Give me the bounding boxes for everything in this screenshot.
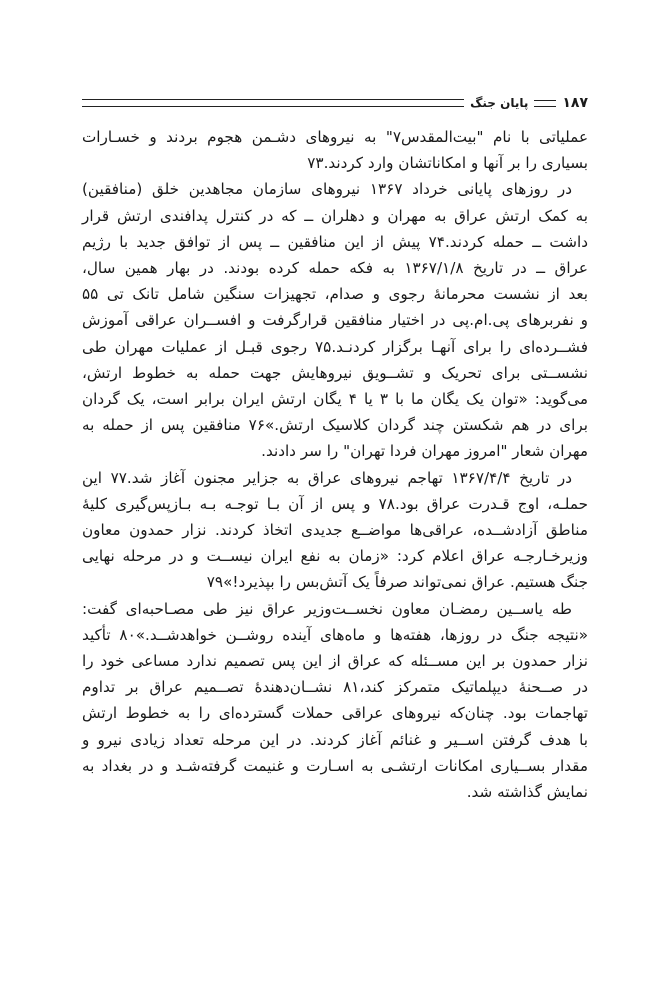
text-line: به کمک ارتش عراق به مهران و دهلران ــ که در کنترل پدافندی ارتش قرار xyxy=(82,206,588,225)
text-line: و نفربرهای پی.ام.پی در اختیار منافقین قرارگرفت و افســران عراقی آموزش xyxy=(82,311,588,330)
text-line: داشت ــ حمله کردند.۷۴ پیش از این منافقین ــ پس از توافق جدید با رژیم xyxy=(82,232,588,251)
header-rule xyxy=(82,99,464,107)
text-line: در تاریخ ۱۳۶۷/۴/۴ تهاجم نیروهای عراق به جزایر مجنون آغاز شد.۷۷ این xyxy=(82,468,572,487)
running-title: پایان جنگ xyxy=(470,96,529,110)
text-line: برای در هم شکستن چند گردان کلاسیک ارتش.»۷۶ منافقین پس از حمله به xyxy=(82,416,588,435)
text-line: نزار حمدون بر این مســئله که عراق از این پس تصمیم ندارد مساعی خود را xyxy=(82,652,588,671)
paragraph-4 xyxy=(82,596,588,806)
text-line: مناطق آزادشــده، عراقی‌ها مواضــع جدیدی اتخاذ کردند. نزار حمدون معاون xyxy=(82,521,588,540)
text-line: وزیرخـارجـه عراق اعلام کرد: «زمان به نفع ایران نیســت و در مرحله نهایی xyxy=(82,547,588,566)
text-line: مقدار بســیاری امکانات ارتشـی به اسـارت و غنیمت گرفته‌شـد و در بغداد به xyxy=(82,756,588,775)
header-dash-divider xyxy=(534,100,556,107)
text-line: در روزهای پایانی خرداد ۱۳۶۷ نیروهای سازمان مجاهدین خلق (منافقین) xyxy=(82,180,572,199)
paragraph-1 xyxy=(82,124,588,176)
text-line: جنگ هستیم. عراق نمی‌تواند صرفاً یک آتش‌بس را بپذیرد!»۷۹ xyxy=(206,573,588,592)
running-header xyxy=(82,93,588,113)
text-line: نشســتی برای تحریک و تشــویق نیروهایش جهت حمله به خطوط ارتش، xyxy=(82,363,588,382)
text-line: «نتیجه جنگ در روزها، هفته‌ها و ماه‌های آینده روشــن خواهدشــد.»۸۰ تأکید xyxy=(82,625,588,644)
text-line: فشــرده‌ای را برای آنهـا برگزار کردنـد.۷۵ رجوی قبـل از عملیات مهران طی xyxy=(82,337,588,356)
text-line: عملیاتی با نام "بیت‌المقدس۷" به نیروهای دشـمن هجوم بردند و خسـارات xyxy=(82,128,589,146)
page-number: ۱۸۷ xyxy=(562,95,588,111)
paragraph-3 xyxy=(82,465,588,596)
text-line: حملـه، اوج قـدرت عراق بود.۷۸ و پس از آن بـا توجـه بـه بـازپس‌گیری کلیهٔ xyxy=(82,494,588,513)
text-line: با هدف گرفتن اســیر و غنائم آغاز کردند. در این مرحله تعداد زیادی نیرو و xyxy=(82,730,588,749)
text-line: در صــحنهٔ دیپلماتیک متمرکز کند،۸۱ نشــان‌دهندهٔ تصــمیم عراق بر تداوم xyxy=(82,678,588,697)
text-line: می‌گوید: «توان یک یگان ما با ۳ یا ۴ یگان ارتش ایران برابر است، یک گردان xyxy=(82,390,588,409)
text-line: بسیاری را بر آنها و امکاناتشان وارد کردند.۷۳ xyxy=(307,154,588,173)
text-line: تهاجمات بود. چنان‌که نیروهای عراقی حملات گسترده‌ای را به خطوط ارتش xyxy=(82,704,588,723)
text-line: نمایش گذاشته شد. xyxy=(466,783,588,802)
body-text xyxy=(82,124,588,805)
text-line: بعد از نشست محرمانهٔ رجوی و صدام، تجهیزات سنگین شامل تانک تی ۵۵ xyxy=(82,285,588,304)
text-line: عراق ــ در تاریخ ۱۳۶۷/۱/۸ به فکه حمله کرده بودند. در بهار همین سال، xyxy=(82,259,588,278)
text-line: طه یاســین رمضـان معاون نخســت‌وزیر عراق نیز طی مصـاحبه‌ای گفت: xyxy=(82,599,572,618)
paragraph-2 xyxy=(82,176,588,464)
text-line: مهران شعار "امروز مهران فردا تهران" را سر دادند. xyxy=(261,442,588,461)
